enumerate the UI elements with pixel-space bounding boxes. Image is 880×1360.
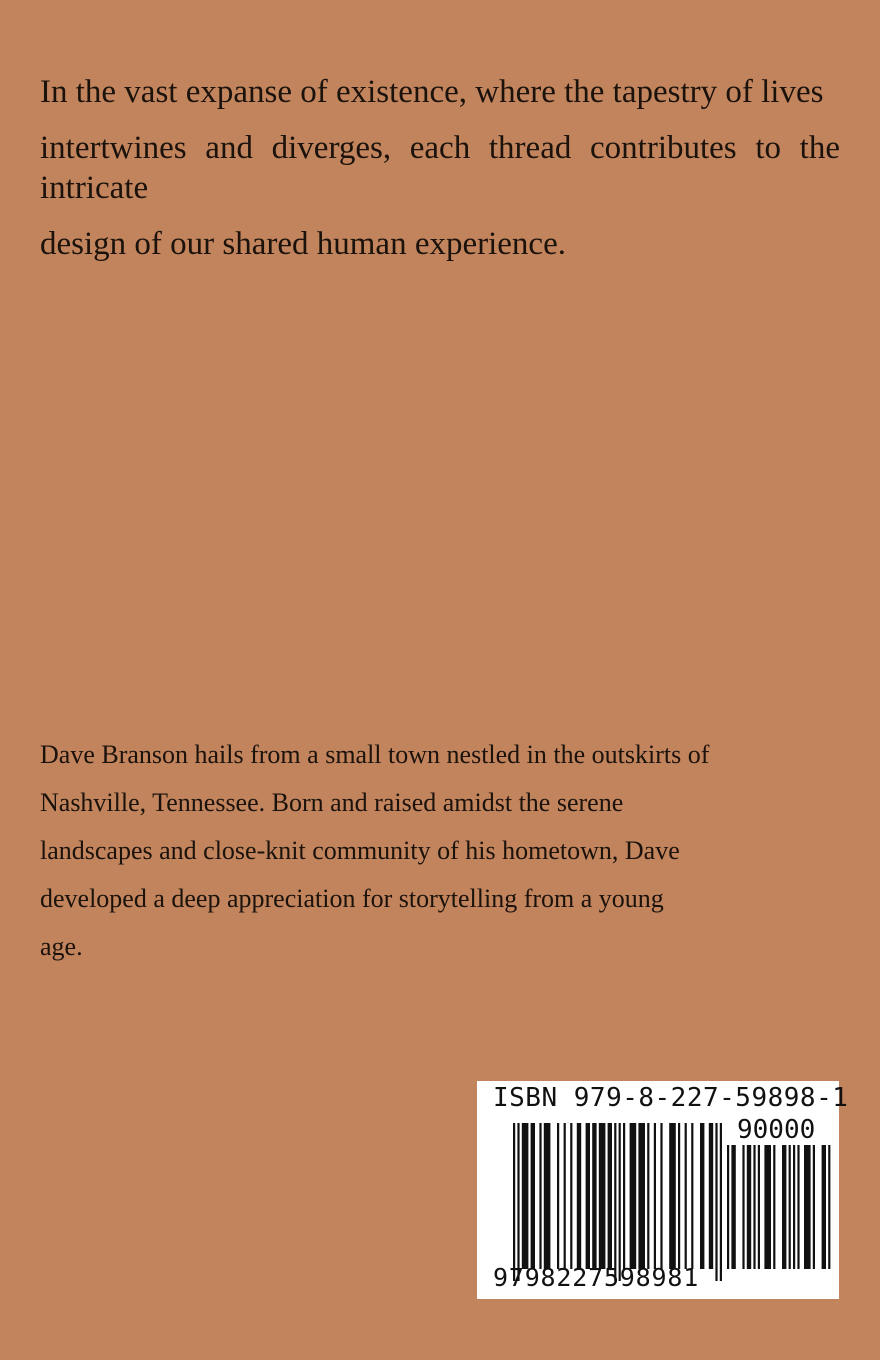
barcode-bar xyxy=(608,1123,612,1269)
barcode-bar xyxy=(685,1123,687,1269)
barcode-bar xyxy=(828,1145,830,1269)
barcode-bar xyxy=(517,1123,519,1281)
barcode-bar xyxy=(531,1123,535,1269)
blurb-line-3: design of our shared human experience. xyxy=(40,226,566,262)
barcode-bar xyxy=(539,1123,541,1269)
author-bio xyxy=(40,731,760,971)
barcode-bar xyxy=(654,1123,656,1269)
barcode-bar xyxy=(669,1123,676,1269)
barcode-bar xyxy=(660,1123,662,1269)
barcode-bar xyxy=(557,1123,559,1269)
blurb-text xyxy=(40,72,840,264)
barcode-bar xyxy=(753,1145,755,1269)
barcode-bar xyxy=(822,1145,826,1269)
barcode-bar xyxy=(731,1145,735,1269)
barcode-bar xyxy=(793,1145,795,1269)
barcode-bar xyxy=(678,1123,680,1269)
price-addon-bars xyxy=(727,1145,830,1269)
barcode-bar xyxy=(513,1123,515,1281)
barcode-bar xyxy=(577,1123,581,1269)
barcode-bar xyxy=(797,1145,799,1269)
ean13-bars xyxy=(513,1123,722,1281)
barcode-bar xyxy=(599,1123,606,1269)
barcode-bar xyxy=(773,1145,775,1269)
barcode-bar xyxy=(715,1123,717,1281)
barcode-bar xyxy=(522,1123,529,1269)
barcode-bar xyxy=(623,1123,625,1269)
barcode-bar xyxy=(570,1123,572,1269)
barcode-bar xyxy=(564,1123,566,1269)
barcode-bar xyxy=(789,1145,791,1269)
barcode-bar xyxy=(544,1123,551,1269)
barcode-bar xyxy=(614,1123,616,1281)
blurb-line-2: intertwines and diverges, each thread contributes to the intricate xyxy=(40,130,840,206)
barcode-bar xyxy=(647,1123,649,1269)
bio-line-5: age. xyxy=(40,932,83,961)
barcode-bar xyxy=(638,1123,645,1269)
barcode-bar xyxy=(804,1145,811,1269)
bio-line-2: Nashville, Tennessee. Born and raised amidst the serene xyxy=(40,788,624,817)
barcode-bar xyxy=(720,1123,722,1281)
barcode-bar xyxy=(727,1145,729,1269)
barcode-bar xyxy=(782,1145,786,1269)
barcode-bar xyxy=(758,1145,760,1269)
barcode-bar xyxy=(747,1145,751,1269)
bio-line-4: developed a deep appreciation for storytelling from a young xyxy=(40,884,664,913)
barcode-bar xyxy=(700,1123,704,1269)
bio-line-3: landscapes and close-knit community of his hometown, Dave xyxy=(40,836,680,865)
barcode-bar xyxy=(691,1123,693,1269)
price-code: 90000 xyxy=(737,1115,816,1145)
barcode-bar xyxy=(709,1123,713,1269)
blurb-line-1: In the vast expanse of existence, where the tapestry of lives xyxy=(40,74,824,110)
isbn-label: ISBN 979-8-227-59898-1 xyxy=(493,1083,849,1113)
barcode-bar xyxy=(630,1123,637,1269)
barcode-bar xyxy=(592,1123,596,1269)
isbn-barcode xyxy=(477,1081,849,1299)
ean-digits: 9798227598981 xyxy=(493,1263,700,1292)
bio-line-1: Dave Branson hails from a small town nestled in the outskirts of xyxy=(40,740,710,769)
barcode-bar xyxy=(586,1123,590,1269)
barcode-bar xyxy=(764,1145,771,1269)
barcode-bar xyxy=(742,1145,744,1269)
barcode-bar xyxy=(619,1123,621,1281)
barcode-bar xyxy=(813,1145,815,1269)
